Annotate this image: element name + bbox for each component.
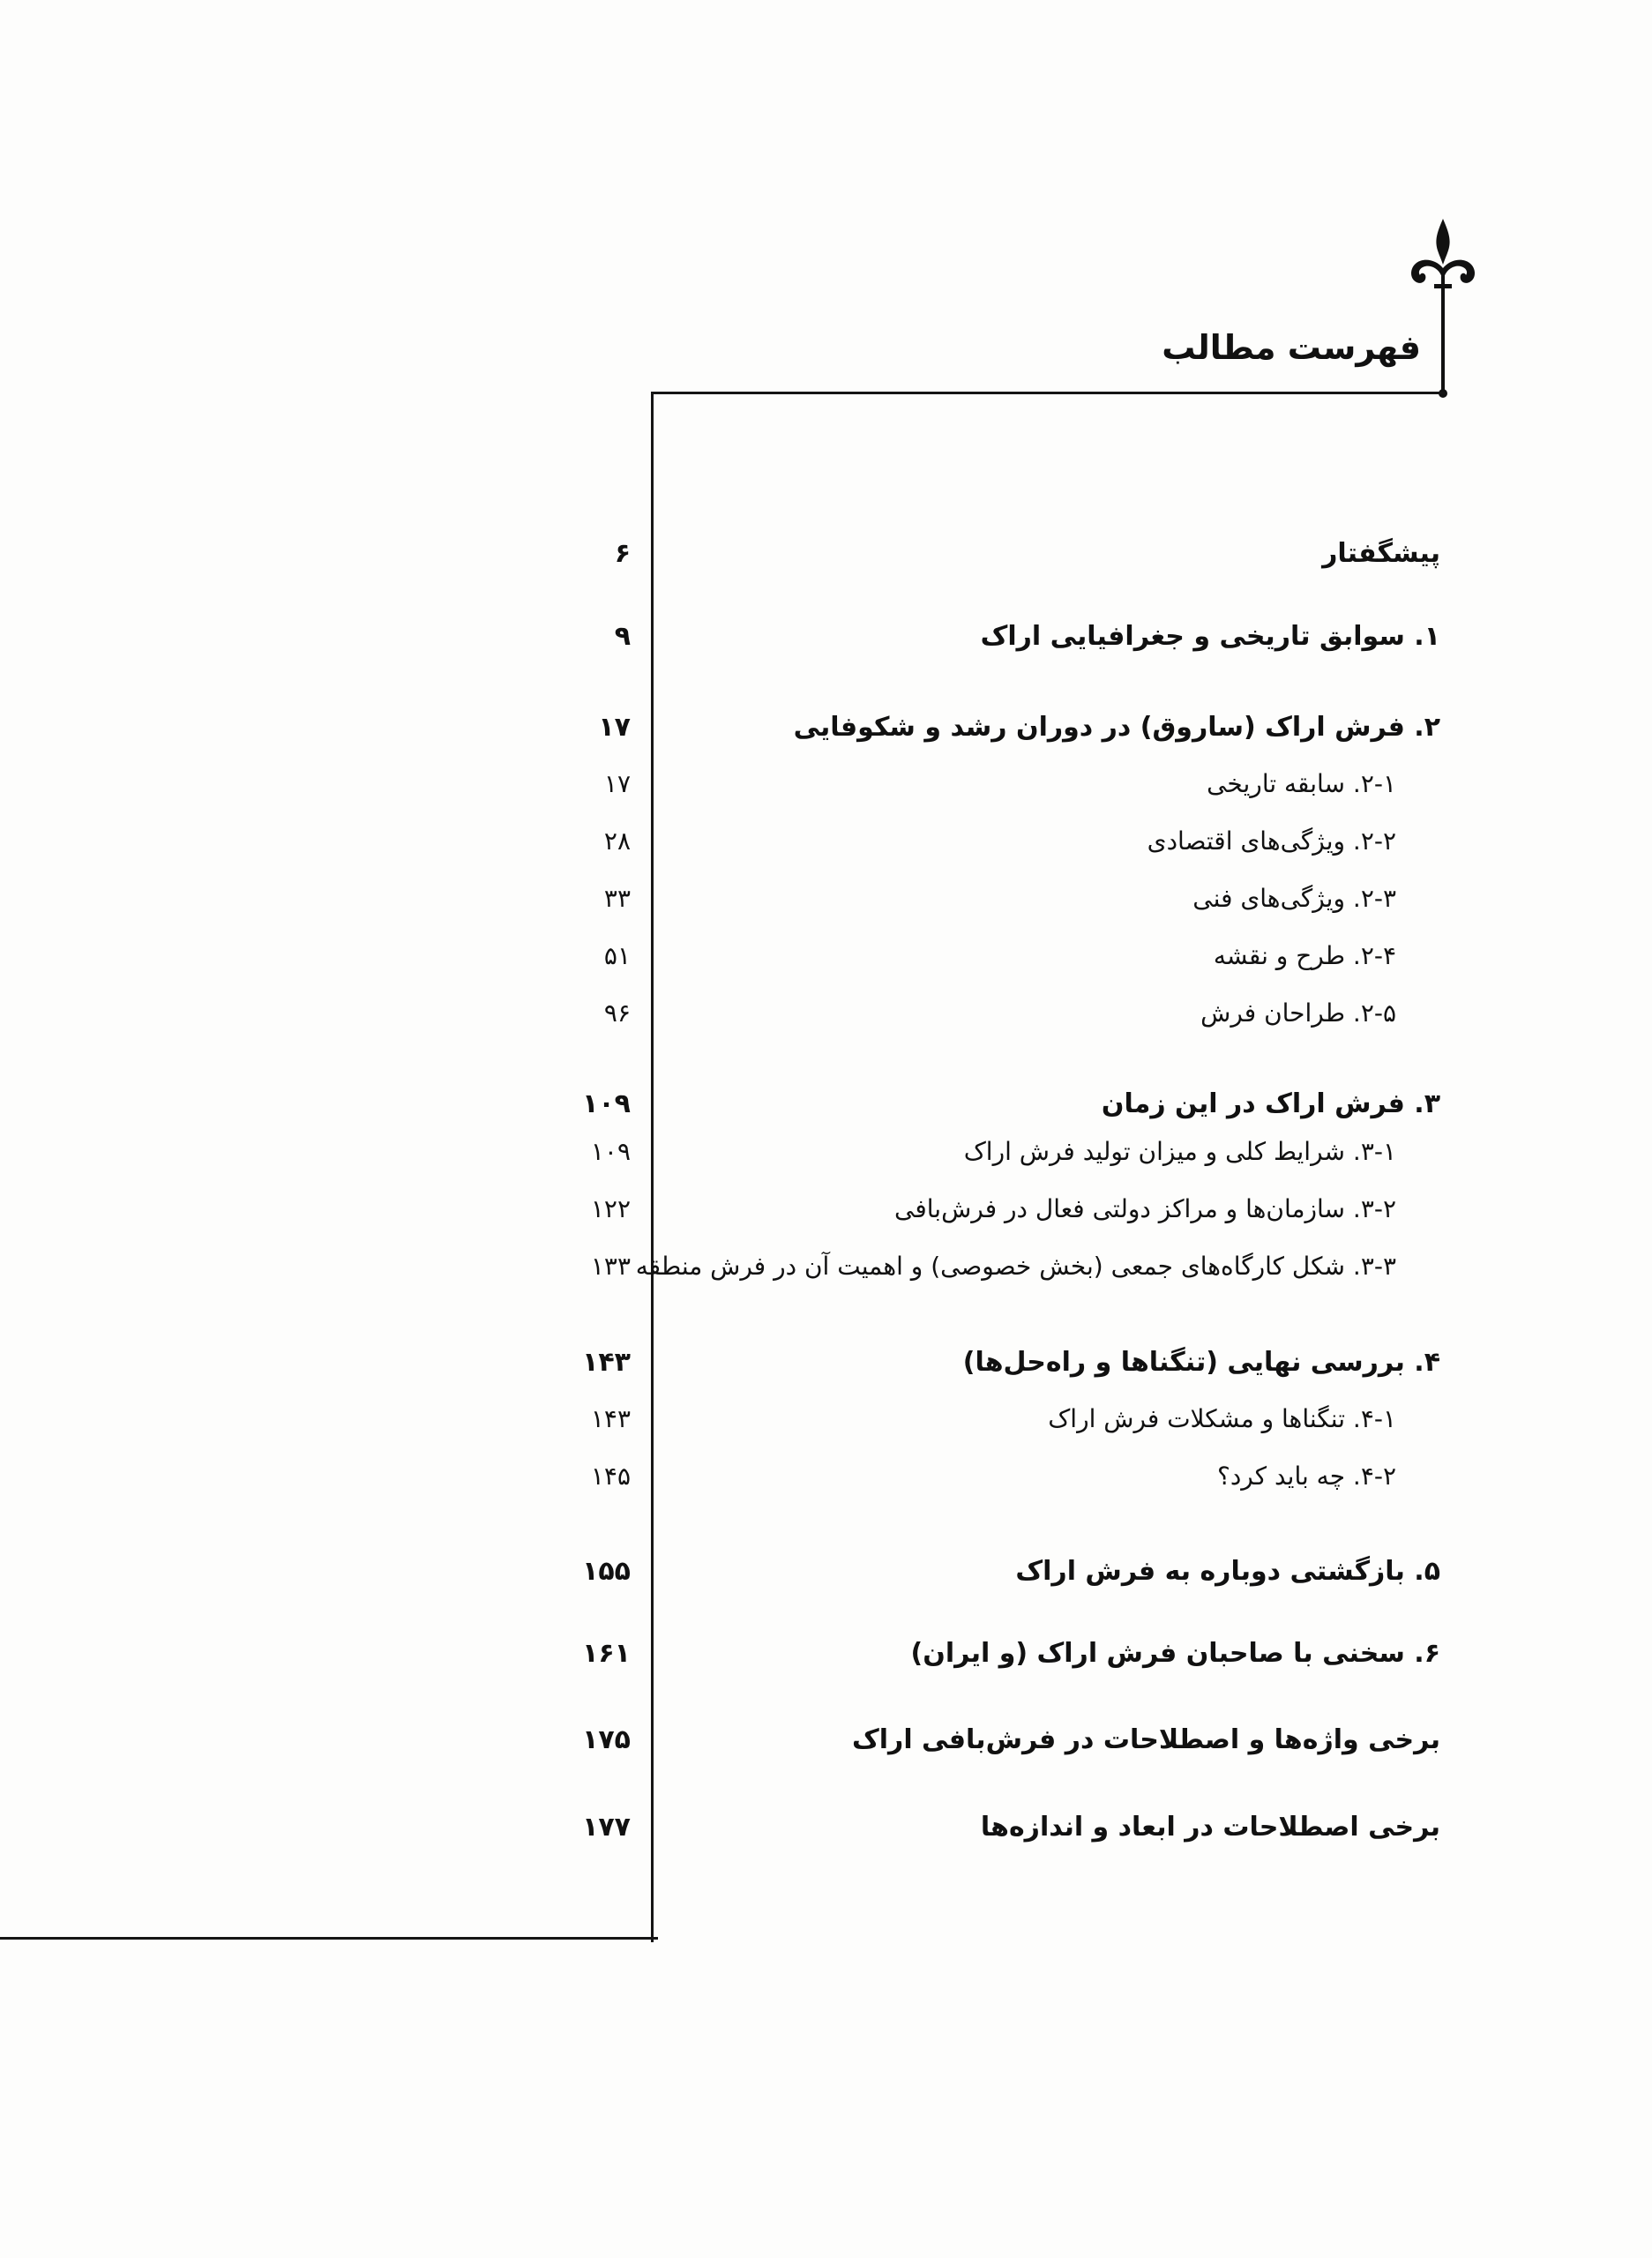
toc-entry-title[interactable]: ۲. فرش اراک (ساروق) در دوران رشد و شکوفایی [793,712,1440,743]
toc-entry-page: ۱۴۳ [582,1347,631,1378]
toc-subentry-title[interactable]: ۴-۱. تنگناها و مشکلات فرش اراک [1048,1404,1396,1433]
frame-top-line [651,392,1445,394]
toc-entry-title[interactable]: ۱. سوابق تاریخی و جغرافیایی اراک [980,621,1440,652]
toc-entry-page: ۵۱ [603,941,631,970]
toc-entry-page: ۲۸ [603,826,631,856]
toc-subentry-title[interactable]: ۲-۴. طرح و نقشه [1213,941,1396,970]
toc-entry-page: ۱۷ [598,712,631,743]
toc-entry-title[interactable]: ۴. بررسی نهایی (تنگناها و راه‌حل‌ها) [962,1347,1440,1378]
toc-entry-page: ۱۵۵ [582,1556,631,1587]
toc-subentry-title[interactable]: ۳-۲. سازمان‌ها و مراکز دولتی فعال در فرش‌بافی [894,1194,1396,1223]
page-title: فهرست مطالب [1162,328,1421,367]
frame-left-line [651,392,654,1942]
toc-entry-page: ۱۰۹ [582,1088,631,1119]
toc-entry-page: ۱۷۵ [582,1724,631,1755]
toc-entry-title[interactable]: ۶. سخنی با صاحبان فرش اراک (و ایران) [910,1638,1440,1669]
toc-entry-page: ۹۶ [603,998,631,1028]
toc-entry-page: ۱۷ [603,769,631,798]
toc-subentry-title[interactable]: ۳-۱. شرایط کلی و میزان تولید فرش اراک [963,1137,1396,1166]
frame-bottom-line [0,1937,658,1940]
fleur-ornament-icon [1404,219,1484,404]
toc-subentry-title[interactable]: ۲-۳. ویژگی‌های فنی [1192,884,1396,913]
toc-entry-title[interactable]: برخی واژه‌ها و اصطلاحات در فرش‌بافی اراک [852,1724,1440,1755]
toc-entry-page: ۱۷۷ [582,1812,631,1843]
toc-entry-page: ۱۶۱ [582,1638,631,1669]
toc-subentry-title[interactable]: ۳-۳. شکل کارگاه‌های جمعی (بخش خصوصی) و اهمیت آن در فرش منطقه [635,1252,1396,1281]
toc-entry-page: ۹ [614,621,631,652]
toc-entry-title[interactable]: پیشگفتار [1322,538,1440,569]
toc-entry-title[interactable]: ۵. بازگشتی دوباره به فرش اراک [1015,1556,1440,1587]
toc-entry-title[interactable]: برخی اصطلاحات در ابعاد و اندازه‌ها [980,1812,1440,1843]
toc-entry-page: ۱۰۹ [590,1137,631,1166]
toc-entry-page: ۳۳ [603,884,631,913]
toc-entry-page: ۱۲۲ [590,1194,631,1223]
toc-entry-page: ۶ [614,538,631,569]
toc-subentry-title[interactable]: ۴-۲. چه باید کرد؟ [1216,1462,1396,1491]
toc-entry-page: ۱۳۳ [590,1252,631,1281]
toc-entry-page: ۱۴۵ [590,1462,631,1491]
toc-entry-title[interactable]: ۳. فرش اراک در این زمان [1101,1088,1440,1119]
toc-entry-page: ۱۴۳ [590,1404,631,1433]
toc-subentry-title[interactable]: ۲-۱. سابقه تاریخی [1207,769,1396,798]
toc-subentry-title[interactable]: ۲-۲. ویژگی‌های اقتصادی [1147,826,1396,856]
toc-subentry-title[interactable]: ۲-۵. طراحان فرش [1200,998,1396,1028]
